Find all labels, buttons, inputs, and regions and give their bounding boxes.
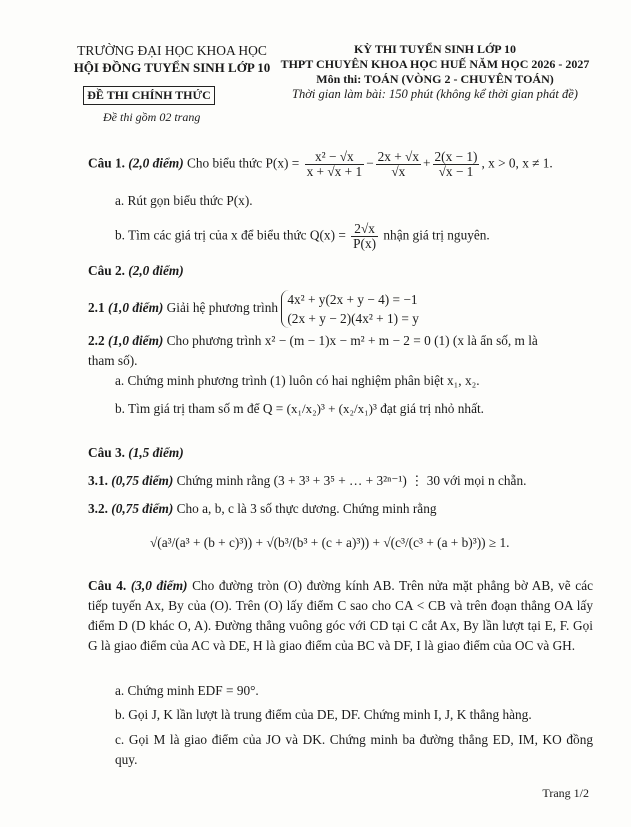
q2-1-text: Giải hệ phương trình [166, 300, 279, 316]
school-title: THPT CHUYÊN KHOA HỌC HUẾ NĂM HỌC 2026 - 2027 [280, 57, 590, 71]
q2-2-label: 2.2 [88, 333, 105, 348]
q1-b-den: P(x) [353, 236, 377, 251]
q4-a: a. Chứng minh EDF = 90°. [115, 683, 259, 698]
q3-2-inequality: √(a³/(a³ + (b + c)³)) + √(b³/(b³ + (c + a)³)) + √(c³/(c³ + (a + b)³)) ≥ 1. [150, 535, 510, 550]
q4-points: (3,0 điểm) [130, 578, 188, 593]
header-right [270, 42, 600, 102]
q2-2-line [88, 332, 593, 350]
q1-f1-num: x² − √x [305, 150, 365, 165]
q4-text: Cho đường tròn (O) đường kính AB. Trên nửa mặt phẳng bờ AB, vẽ các tiếp tuyến Ax, By của (O). Trên (O) lấy điểm C sao cho CA < CB và trên đoạn thẳng OA lấy điểm D (D khác O, A). Đường thẳng vuông góc với CD tại C cắt Ax, By lần lượt tại E, F. Gọi G là giao điểm của AC và DE, H là giao điểm của BC và DF, I là giao điểm của OC và GH. [88, 578, 594, 653]
q1-intro: Cho biểu thức [187, 155, 263, 171]
q3-heading [88, 444, 593, 462]
q1-b-line [115, 222, 620, 251]
q1-points: (2,0 điểm) [128, 155, 184, 171]
q1-label: Câu 1. [88, 155, 125, 171]
q2-points: (2,0 điểm) [128, 263, 184, 278]
q4-c: c. Gọi M là giao điểm của JO và DK. Chứng minh ba đường thẳng ED, IM, KO đồng quy. [115, 732, 593, 767]
q1-f2-num: 2x + √x [377, 149, 419, 164]
q1-b-fraction [351, 222, 378, 251]
q1-b-pre: b. Tìm các giá trị của x để biểu thức Q(x) = [115, 227, 346, 243]
q2-2-a: a. Chứng minh phương trình (1) luôn có hai nghiệm phân biệt x₁, x₂. [115, 373, 480, 388]
q2-2-text: Cho phương trình x² − (m − 1)x − m² + m − 2 = 0 (1) (x là ẩn số, m là [166, 333, 538, 348]
time-note: Thời gian làm bài: 150 phút (không kể thời gian phát đề) [292, 87, 578, 101]
q1-fraction-2 [376, 150, 421, 179]
council-name: HỘI ĐỒNG TUYỂN SINH LỚP 10 [73, 60, 271, 75]
q1-f3-den: √x − 1 [438, 164, 474, 179]
q3-1-line [88, 472, 593, 490]
q2-1-line [88, 290, 593, 328]
q2-2-b-pre: b. Tìm giá trị tham số m để Q = [115, 401, 284, 416]
pages-note: Đề thi gồm 02 trang [103, 110, 201, 124]
q2-label: Câu 2. [88, 263, 125, 278]
q4-paragraph [88, 576, 593, 656]
q1-a: a. Rút gọn biểu thức P(x). [115, 193, 253, 208]
university-name: TRƯỜNG ĐẠI HỌC KHOA HỌC [77, 43, 267, 58]
q3-points: (1,5 điểm) [128, 445, 184, 460]
q-expression: (x₁/x₂)³ + (x₂/x₁)³ [286, 401, 377, 416]
subject-title: Môn thi: TOÁN (VÒNG 2 - CHUYÊN TOÁN) [316, 72, 554, 86]
q3-2-line [88, 500, 593, 518]
q3-1-text: Chứng minh rằng (3 + 3³ + 3⁵ + … + 3²ⁿ⁻¹) ⋮ 30 với mọi n chẵn. [176, 473, 527, 488]
header-left [52, 42, 292, 76]
q1-b-num: 2√x [351, 222, 378, 237]
q2-2-b-line [115, 400, 620, 418]
q4-label: Câu 4. [88, 578, 127, 593]
q2-2-b-post: đạt giá trị nhỏ nhất. [380, 401, 484, 416]
q3-label: Câu 3. [88, 445, 125, 460]
equation-system [281, 290, 418, 328]
q3-2-label: 3.2. [88, 501, 108, 516]
system-eq-2: (2x + y − 2)(4x² + 1) = y [287, 311, 419, 326]
q1-fraction-3 [433, 150, 480, 179]
q1-f3-num: 2(x − 1) [434, 149, 478, 164]
system-eq-1: 4x² + y(2x + y − 4) = −1 [287, 292, 418, 307]
q1-f1-den: x + √x + 1 [306, 164, 363, 179]
q4-b: b. Gọi J, K lần lượt là trung điểm của DE, DF. Chứng minh I, J, K thẳng hàng. [115, 707, 532, 722]
q2-1-label: 2.1 [88, 300, 105, 316]
q3-1-points: (0,75 điểm) [111, 473, 174, 488]
q1-fraction-1 [305, 150, 365, 179]
q2-2-points: (1,0 điểm) [107, 333, 164, 348]
q1-line: Câu 1. (2,0 điểm) Cho biểu thức P(x) = $\frac{\text{x² − √x}}{x + √x + 1}$ − $\frac{2x + √x}{√x}$ + $\frac{2(x - 1)}{√x - 1}$ , x > 0, x ≠ 1. [88, 149, 553, 179]
exam-title: KỲ THI TUYỂN SINH LỚP 10 [354, 42, 516, 56]
page-number: Trang 1/2 [542, 786, 589, 800]
official-exam-box: ĐỀ THI CHÍNH THỨC [83, 86, 215, 105]
q2-2-text-cont: tham số). [88, 353, 138, 368]
q2-1-points: (1,0 điểm) [107, 300, 164, 316]
q1-f2-den: √x [391, 164, 406, 179]
q1-b-post: nhận giá trị nguyên. [383, 227, 490, 243]
q3-2-text: Cho a, b, c là 3 số thực dương. Chứng minh rằng [176, 501, 437, 516]
q3-2-points: (0,75 điểm) [111, 501, 174, 516]
q1-condition: , x > 0, x ≠ 1. [481, 155, 553, 171]
q3-1-label: 3.1. [88, 473, 108, 488]
q2-heading [88, 262, 593, 280]
q1-expr-name: P(x) = [265, 155, 300, 171]
